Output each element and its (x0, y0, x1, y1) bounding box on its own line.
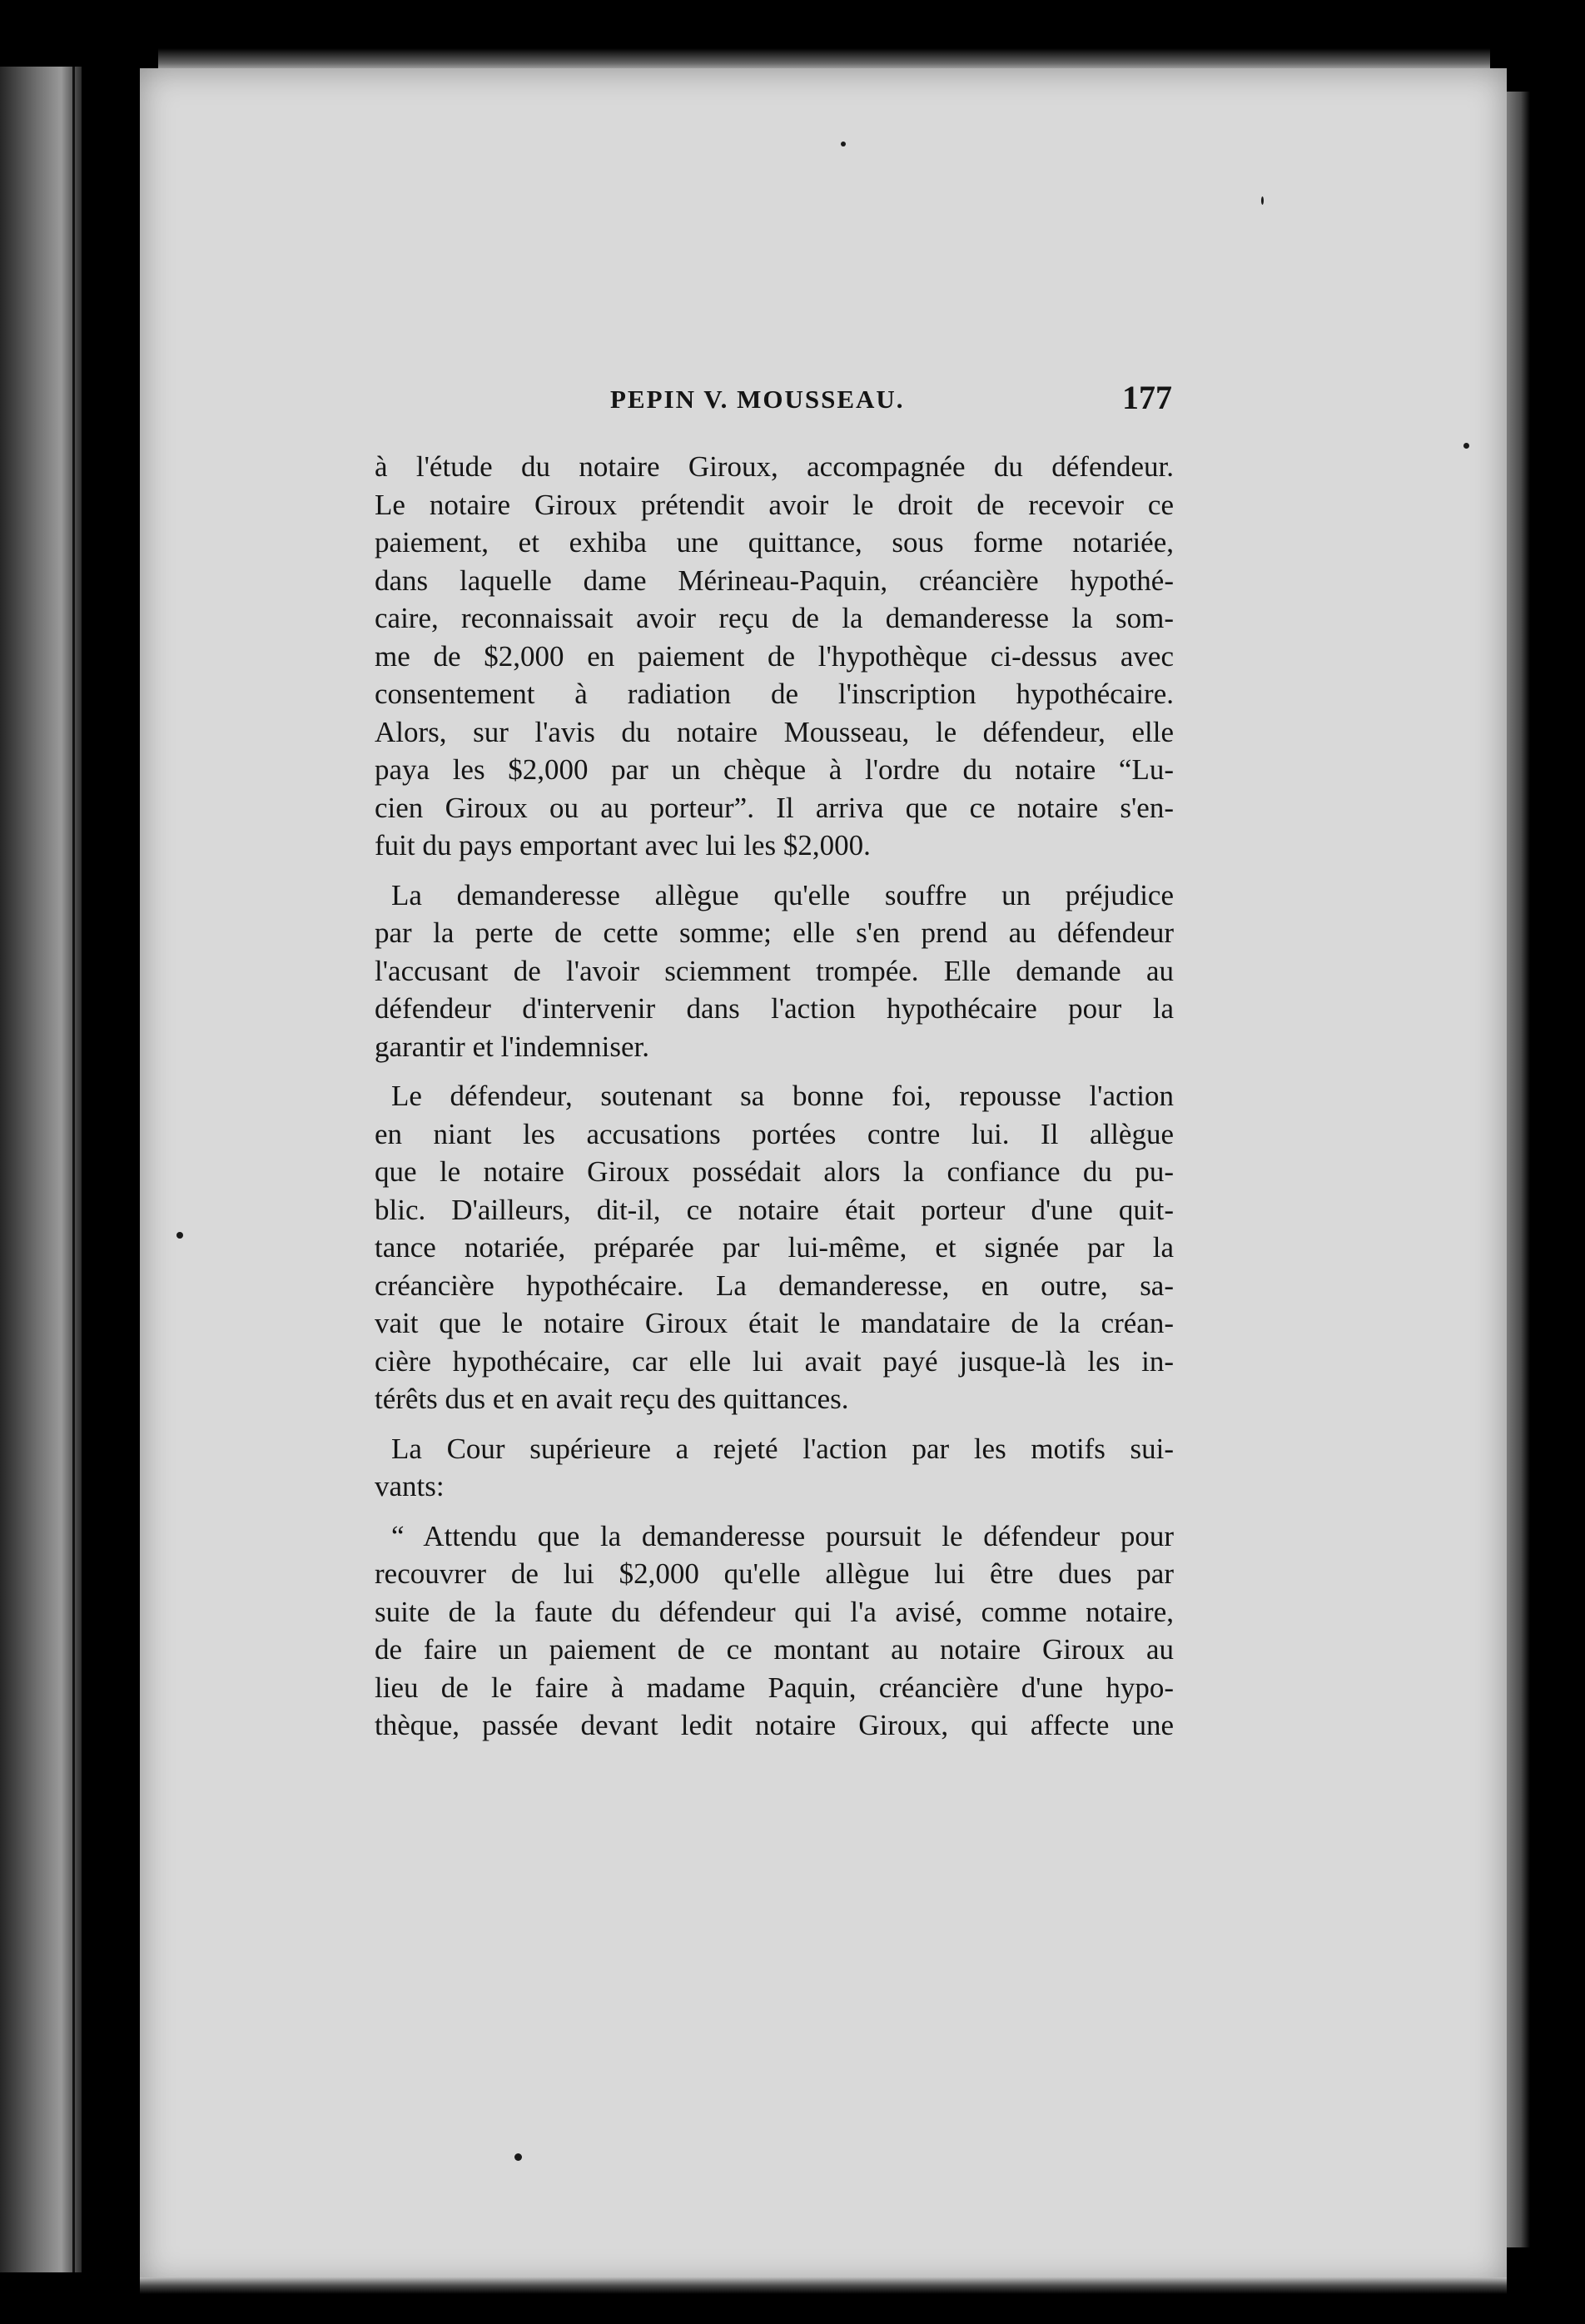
text-line: vants: (375, 1470, 445, 1502)
text-line: que le notaire Giroux possédait alors la confiance du pu- (375, 1155, 1174, 1188)
text-line: La demanderesse allègue qu'elle souffre un préjudice (391, 878, 1174, 911)
text-line: à l'étude du notaire Giroux, accompagnée du défendeur. (375, 450, 1174, 483)
text-line: paiement, et exhiba une quittance, sous forme notariée, (375, 526, 1174, 559)
paragraph-gap (375, 865, 1174, 876)
text-line: paya les $2,000 par un chèque à l'ordre du notaire “Lu- (375, 753, 1174, 786)
scan-speck (841, 142, 846, 146)
scan-speck (1463, 443, 1469, 449)
text-line: Le défendeur, soutenant sa bonne foi, repousse l'action (391, 1080, 1174, 1112)
paragraph (375, 448, 1174, 865)
text-line: en niant les accusations portées contre lui. Il allègue (375, 1117, 1174, 1150)
text-line: garantir et l'indemniser. (375, 1030, 649, 1063)
text-line: tance notariée, préparée par lui-même, et signée par la (375, 1231, 1174, 1264)
scan-speck (176, 1232, 183, 1239)
text-line: créancière hypothécaire. La demanderesse, en outre, sa- (375, 1269, 1174, 1302)
paragraph-gap (375, 1418, 1174, 1430)
text-line: térêts dus et en avait reçu des quittances. (375, 1383, 849, 1415)
text-line: défendeur d'intervenir dans l'action hypothécaire pour la (375, 992, 1174, 1025)
scan-speck (514, 2153, 522, 2161)
text-line: me de $2,000 en paiement de l'hypothèque ci-dessus avec (375, 639, 1174, 673)
paragraph-gap (375, 1506, 1174, 1517)
text-line: Alors, sur l'avis du notaire Mousseau, le défendeur, elle (375, 715, 1174, 748)
text-line: fuit du pays emportant avec lui les $2,000. (375, 829, 871, 862)
text-line: suite de la faute du défendeur qui l'a avisé, comme notaire, (375, 1595, 1174, 1628)
text-line: Le notaire Giroux prétendit avoir le droit de recevoir ce (375, 488, 1174, 521)
running-title: PEPIN V. MOUSSEAU. (610, 385, 905, 414)
page-bottom-edge (140, 2277, 1507, 2294)
paragraph (375, 876, 1174, 1066)
paragraph-gap (375, 1065, 1174, 1077)
body-text (375, 448, 1174, 1745)
running-head (373, 378, 1172, 428)
text-line: de faire un paiement de ce montant au notaire Giroux au (375, 1633, 1174, 1666)
text-line: blic. D'ailleurs, dit-il, ce notaire était porteur d'une quit- (375, 1193, 1174, 1226)
paragraph (375, 1430, 1174, 1506)
scan-speck (1261, 196, 1264, 205)
page-number: 177 (1122, 379, 1172, 416)
adjacent-page-edge (0, 67, 82, 2272)
paragraph (375, 1077, 1174, 1418)
text-line: cière hypothécaire, car elle lui avait payé jusque-là les in- (375, 1344, 1174, 1378)
text-line: dans laquelle dame Mérineau-Paquin, créancière hypothé- (375, 564, 1174, 597)
text-line: lieu de le faire à madame Paquin, créancière d'une hypo- (375, 1671, 1174, 1704)
text-line: vait que le notaire Giroux était le mandataire de la créan- (375, 1307, 1174, 1339)
text-line: recouvrer de lui $2,000 qu'elle allègue lui être dues par (375, 1557, 1174, 1590)
text-line: consentement à radiation de l'inscription hypothécaire. (375, 678, 1174, 710)
text-line: caire, reconnaissait avoir reçu de la demanderesse la som- (375, 602, 1174, 634)
text-line: “ Attendu que la demanderesse poursuit le défendeur pour (391, 1519, 1174, 1552)
text-line: cien Giroux ou au porteur”. Il arriva que ce notaire s'en- (375, 791, 1174, 824)
text-line: l'accusant de l'avoir sciemment trompée. Elle demande au (375, 954, 1174, 987)
paragraph (375, 1517, 1174, 1745)
text-line: La Cour supérieure a rejeté l'action par les motifs sui- (391, 1432, 1174, 1465)
text-line: par la perte de cette somme; elle s'en prend au défendeur (375, 916, 1174, 949)
page-right-edge (1507, 92, 1530, 2247)
text-line: thèque, passée devant ledit notaire Giroux, qui affecte une (375, 1709, 1174, 1741)
